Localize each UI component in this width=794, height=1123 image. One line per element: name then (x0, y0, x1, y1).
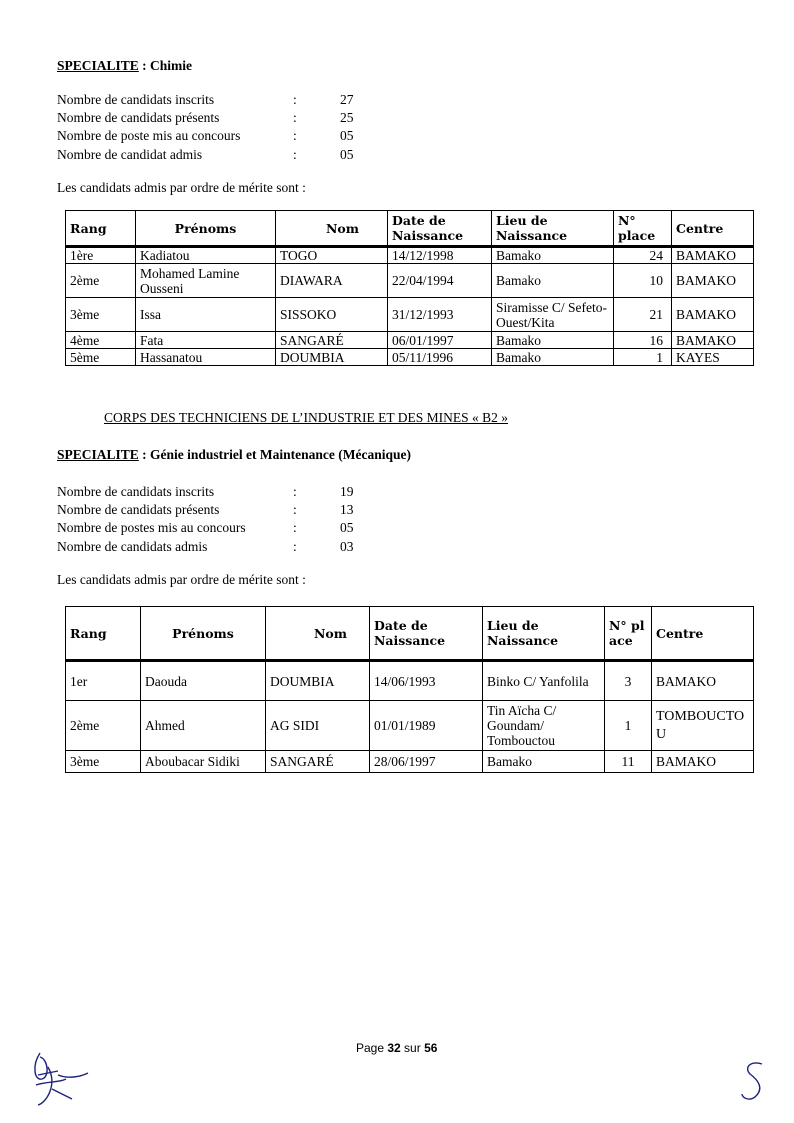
header-centre: Centre (652, 607, 754, 661)
cell-rang: 2ème (66, 264, 136, 298)
signature-left-icon (28, 1045, 94, 1111)
stat-label: Nombre de poste mis au concours (57, 128, 241, 143)
header-centre: Centre (672, 211, 754, 247)
speciality-separator: : (138, 58, 151, 73)
cell-nom: DOUMBIA (276, 349, 388, 366)
table-row (66, 264, 754, 298)
stat-value: 05 (340, 128, 354, 143)
cell-lieu: Bamako (492, 332, 614, 349)
cell-place: 11 (605, 751, 652, 773)
cell-prenoms: Kadiatou (136, 247, 276, 264)
stat-label: Nombre de candidats présents (57, 502, 220, 517)
cell-centre: BAMAKO (652, 751, 754, 773)
stat-value: 03 (340, 539, 354, 554)
cell-nom: SISSOKO (276, 298, 388, 332)
table-row (66, 701, 754, 751)
cell-place: 16 (614, 332, 672, 349)
footer-page-total: 56 (424, 1041, 438, 1055)
cell-prenoms: Mohamed Lamine Ousseni (136, 264, 276, 298)
header-rang: Rang (66, 211, 136, 247)
header-rang: Rang (66, 607, 141, 661)
speciality-label: SPECIALITE (57, 447, 139, 462)
cell-nom: DOUMBIA (266, 661, 370, 701)
section2-intro: Les candidats admis par ordre de mérite sont : (57, 572, 306, 587)
cell-lieu: Bamako (492, 264, 614, 298)
signature-right-icon (736, 1058, 772, 1104)
cell-centre: BAMAKO (672, 298, 754, 332)
cell-place: 21 (614, 298, 672, 332)
table-row (66, 298, 754, 332)
stat-value: 05 (340, 147, 354, 162)
cell-rang: 2ème (66, 701, 141, 751)
stat-separator: : (293, 520, 297, 535)
cell-centre: TOMBOUCTOU (652, 701, 754, 751)
header-prenoms: Prénoms (136, 211, 276, 247)
speciality-label: SPECIALITE (57, 58, 139, 73)
cell-rang: 3ème (66, 298, 136, 332)
stat-value: 05 (340, 520, 354, 535)
stat-separator: : (293, 484, 297, 499)
speciality-separator: : (138, 447, 151, 462)
header-place: N° place (605, 607, 652, 661)
table-row (66, 751, 754, 773)
corps-title: CORPS DES TECHNICIENS DE L’INDUSTRIE ET DES MINES « B2 » (104, 410, 509, 425)
section2-speciality (57, 447, 411, 463)
cell-date: 28/06/1997 (370, 751, 483, 773)
section2-table (65, 606, 754, 773)
cell-nom: DIAWARA (276, 264, 388, 298)
cell-prenoms: Aboubacar Sidiki (141, 751, 266, 773)
cell-centre: KAYES (672, 349, 754, 366)
stat-separator: : (293, 539, 297, 554)
cell-rang: 3ème (66, 751, 141, 773)
header-prenoms: Prénoms (141, 607, 266, 661)
cell-lieu: Bamako (492, 349, 614, 366)
cell-nom: SANGARÉ (276, 332, 388, 349)
table-header-row (66, 607, 754, 661)
page-footer (356, 1041, 437, 1055)
cell-date: 22/04/1994 (388, 264, 492, 298)
stat-value: 19 (340, 484, 354, 499)
cell-rang: 1ère (66, 247, 136, 264)
cell-place: 24 (614, 247, 672, 264)
cell-centre: BAMAKO (652, 661, 754, 701)
stat-separator: : (293, 502, 297, 517)
stat-separator: : (293, 92, 297, 107)
cell-nom: TOGO (276, 247, 388, 264)
stat-value: 27 (340, 92, 354, 107)
header-lieu: Lieu de Naissance (483, 607, 605, 661)
cell-date: 14/12/1998 (388, 247, 492, 264)
cell-prenoms: Issa (136, 298, 276, 332)
stat-label: Nombre de candidats inscrits (57, 92, 215, 107)
stat-separator: : (293, 147, 297, 162)
cell-rang: 4ème (66, 332, 136, 349)
cell-date: 14/06/1993 (370, 661, 483, 701)
cell-place: 10 (614, 264, 672, 298)
cell-place: 3 (605, 661, 652, 701)
section1-table (65, 210, 754, 366)
cell-place: 1 (614, 349, 672, 366)
header-lieu: Lieu de Naissance (492, 211, 614, 247)
footer-page-number: 32 (387, 1041, 401, 1055)
header-nom: Nom (266, 607, 370, 661)
cell-lieu: Bamako (492, 247, 614, 264)
footer-prefix: Page (356, 1041, 388, 1055)
stat-separator: : (293, 128, 297, 143)
cell-centre: BAMAKO (672, 247, 754, 264)
cell-prenoms: Daouda (141, 661, 266, 701)
table-row (66, 332, 754, 349)
cell-rang: 5ème (66, 349, 136, 366)
cell-rang: 1er (66, 661, 141, 701)
cell-centre: BAMAKO (672, 264, 754, 298)
footer-middle: sur (400, 1041, 425, 1055)
stat-label: Nombre de postes mis au concours (57, 520, 246, 535)
table-row (66, 247, 754, 264)
table-header-row (66, 211, 754, 247)
section1-intro: Les candidats admis par ordre de mérite sont : (57, 180, 306, 195)
cell-nom: SANGARÉ (266, 751, 370, 773)
table-row (66, 661, 754, 701)
stat-label: Nombre de candidats présents (57, 110, 220, 125)
cell-lieu: Binko C/ Yanfolila (483, 661, 605, 701)
stat-value: 25 (340, 110, 354, 125)
speciality-value: Chimie (150, 58, 193, 73)
stat-label: Nombre de candidat admis (57, 147, 203, 162)
stat-label: Nombre de candidats admis (57, 539, 208, 554)
table-row (66, 349, 754, 366)
header-date: Date de Naissance (388, 211, 492, 247)
cell-date: 05/11/1996 (388, 349, 492, 366)
cell-prenoms: Hassanatou (136, 349, 276, 366)
cell-place: 1 (605, 701, 652, 751)
header-place: N° place (614, 211, 672, 247)
speciality-value: Génie industriel et Maintenance (Mécanique) (150, 447, 411, 462)
section1-speciality (57, 58, 192, 74)
stat-label: Nombre de candidats inscrits (57, 484, 215, 499)
cell-date: 01/01/1989 (370, 701, 483, 751)
header-nom: Nom (276, 211, 388, 247)
cell-centre: BAMAKO (672, 332, 754, 349)
cell-prenoms: Fata (136, 332, 276, 349)
cell-nom: AG SIDI (266, 701, 370, 751)
cell-lieu: Tin Aïcha C/ Goundam/ Tombouctou (483, 701, 605, 751)
cell-lieu: Siramisse C/ Sefeto-Ouest/Kita (492, 298, 614, 332)
cell-lieu: Bamako (483, 751, 605, 773)
cell-date: 06/01/1997 (388, 332, 492, 349)
stat-value: 13 (340, 502, 354, 517)
cell-date: 31/12/1993 (388, 298, 492, 332)
header-date: Date de Naissance (370, 607, 483, 661)
cell-prenoms: Ahmed (141, 701, 266, 751)
stat-separator: : (293, 110, 297, 125)
